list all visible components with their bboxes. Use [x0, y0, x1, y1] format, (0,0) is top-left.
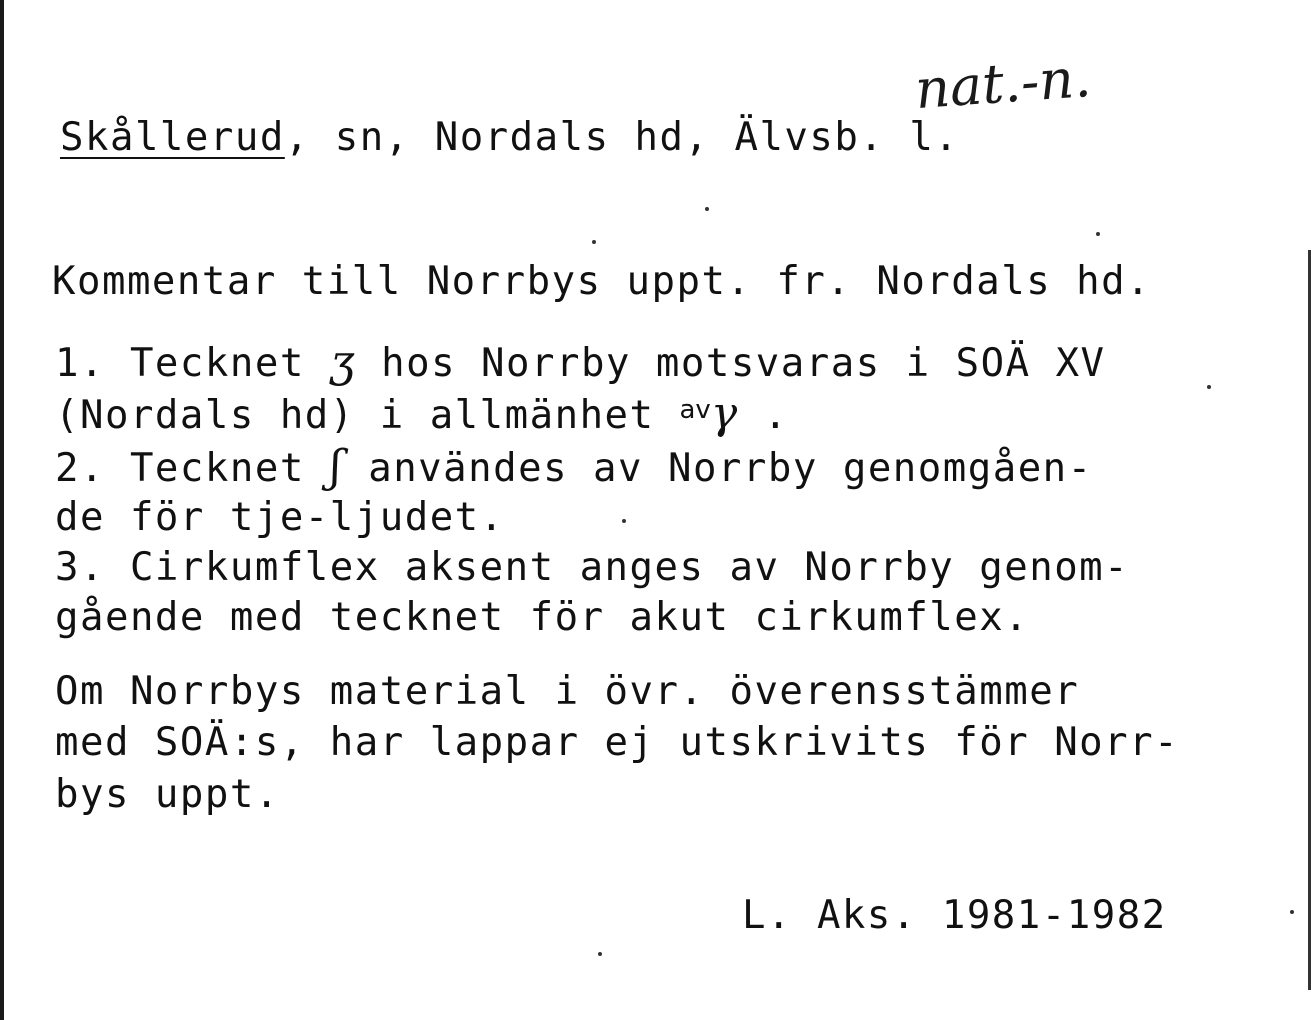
signature: L. Aks. 1981-1982: [742, 893, 1167, 938]
point-2-line-2: de för tje-ljudet.: [55, 495, 505, 540]
point-1-text-b: hos Norrby motsvaras i SOÄ XV: [356, 341, 1106, 386]
gamma-glyph: γ: [710, 388, 739, 439]
ink-speck: [592, 240, 596, 244]
point-2-text-a: 2. Tecknet: [55, 446, 330, 491]
card-left-edge: [0, 0, 4, 1020]
point-2-text-b: användes av Norrby genomgåen-: [343, 446, 1093, 491]
point-3-line-1: 3. Cirkumflex aksent anges av Norrby genom-: [55, 545, 1130, 590]
ezh-glyph: ʒ: [329, 336, 357, 387]
place-details: , sn, Nordals hd, Älvsb. l.: [284, 115, 960, 160]
point-3-line-2: gående med tecknet för akut cirkumflex.: [55, 595, 1030, 640]
comment-title: Kommentar till Norrbys uppt. fr. Nordals hd.: [52, 259, 1152, 304]
av-handwritten: av: [679, 395, 711, 425]
point-1-text-a: 1. Tecknet: [55, 341, 330, 386]
esh-glyph: ʃ: [329, 441, 344, 492]
place-name: Skållerud: [60, 115, 285, 160]
ink-speck: [1207, 385, 1211, 389]
closing-line-2: med SOÄ:s, har lappar ej utskrivits för Norr-: [55, 720, 1180, 765]
point-1-text-d: .: [738, 393, 789, 438]
card-heading: [60, 115, 960, 160]
closing-line-3: bys uppt.: [55, 772, 280, 817]
ink-speck: [598, 952, 602, 956]
ink-speck: [1096, 232, 1100, 236]
point-1-text-c: (Nordals hd) i allmänhet: [55, 393, 680, 438]
point-1-line-2: [55, 388, 789, 439]
ink-speck: [622, 519, 626, 523]
point-2-line-1: [55, 441, 1093, 492]
point-1-line-1: [55, 336, 1106, 387]
handwritten-annotation: nat.-n.: [913, 45, 1094, 122]
ink-speck: [1290, 910, 1294, 914]
closing-line-1: Om Norrbys material i övr. överensstämmer: [55, 669, 1080, 714]
ink-speck: [705, 207, 709, 211]
